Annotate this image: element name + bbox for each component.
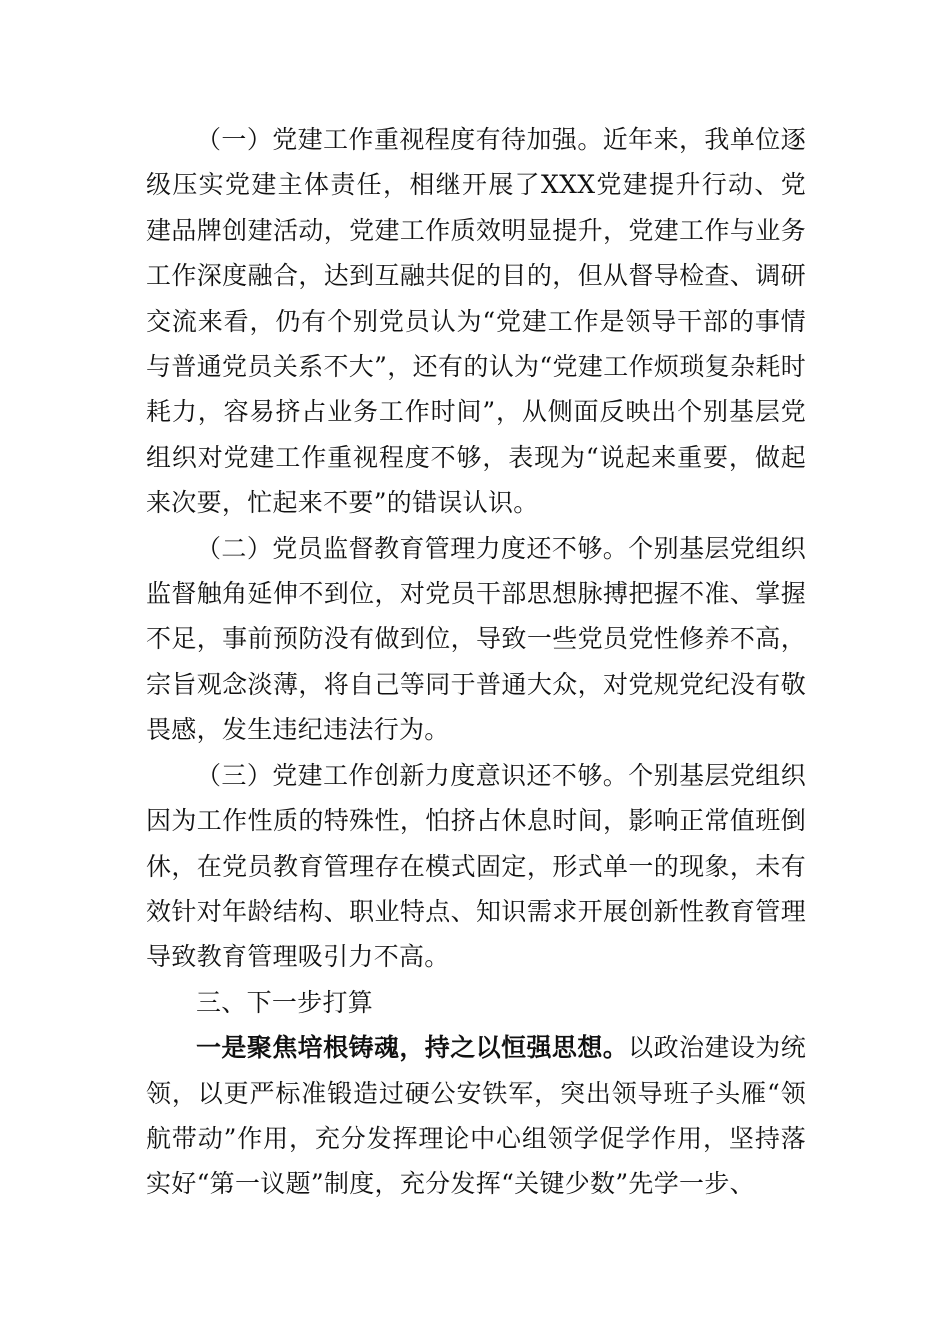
paragraph-problem-1-lead: （一）党建工作重视程度有待加强。 bbox=[196, 125, 603, 154]
paragraph-plan-1-lead: 一是聚焦培根铸魂，持之以恒强思想。 bbox=[196, 1033, 629, 1063]
paragraph-problem-2-text: 个别基层党组织监督触角延伸不到位，对党员干部思想脉搏把握不准、掌握不足，事前预防没有做到位，导致一些党员党性修养不高，宗旨观念淡薄，将自己等同于普通大众，对党规党纪没有敬畏感，发生违纪违法行为。 bbox=[146, 533, 806, 745]
paragraph-problem-2-lead: （二）党员监督教育管理力度还不够。 bbox=[196, 533, 629, 563]
paragraph-problem-3-lead: （三）党建工作创新力度意识还不够。 bbox=[196, 760, 629, 790]
section-heading-next-steps: 三、下一步打算 bbox=[196, 987, 374, 1017]
paragraph-problem-1 bbox=[146, 117, 806, 526]
paragraph-problem-3-text: 个别基层党组织因为工作性质的特殊性，怕挤占休息时间，影响正常值班倒休，在党员教育管理存在模式固定，形式单一的现象，未有效针对年龄结构、职业特点、知识需求开展创新性教育管理导致教育管理吸引力不高。 bbox=[146, 760, 806, 972]
paragraph-problem-2 bbox=[146, 526, 806, 753]
document-body bbox=[146, 117, 806, 1207]
paragraph-plan-1 bbox=[146, 1025, 806, 1207]
paragraph-problem-3 bbox=[146, 753, 806, 980]
paragraph-plan-1-text: 以政治建设为统领，以更严标准锻造过硬公安铁军，突出领导班子头雁“领航带动”作用，充分发挥理论中心组领学促学作用，坚持落实好“第一议题”制度，充分发挥“关键少数”先学一步、 bbox=[146, 1033, 806, 1199]
paragraph-problem-1-text: 近年来，我单位逐级压实党建主体责任，相继开展了XXX党建提升行动、党建品牌创建活动，党建工作质效明显提升，党建工作与业务工作深度融合，达到互融共促的目的，但从督导检查、调研交流来看，仍有个别党员认为“党建工作是领导干部的事情与普通党员关系不大”，还有的认为“党建工作烦琐复杂耗时耗力，容易挤占业务工作时间”，从侧面反映出个别基层党组织对党建工作重视程度不够，表现为“说起来重要，做起来次要，忙起来不要”的错误认识。 bbox=[146, 125, 806, 518]
